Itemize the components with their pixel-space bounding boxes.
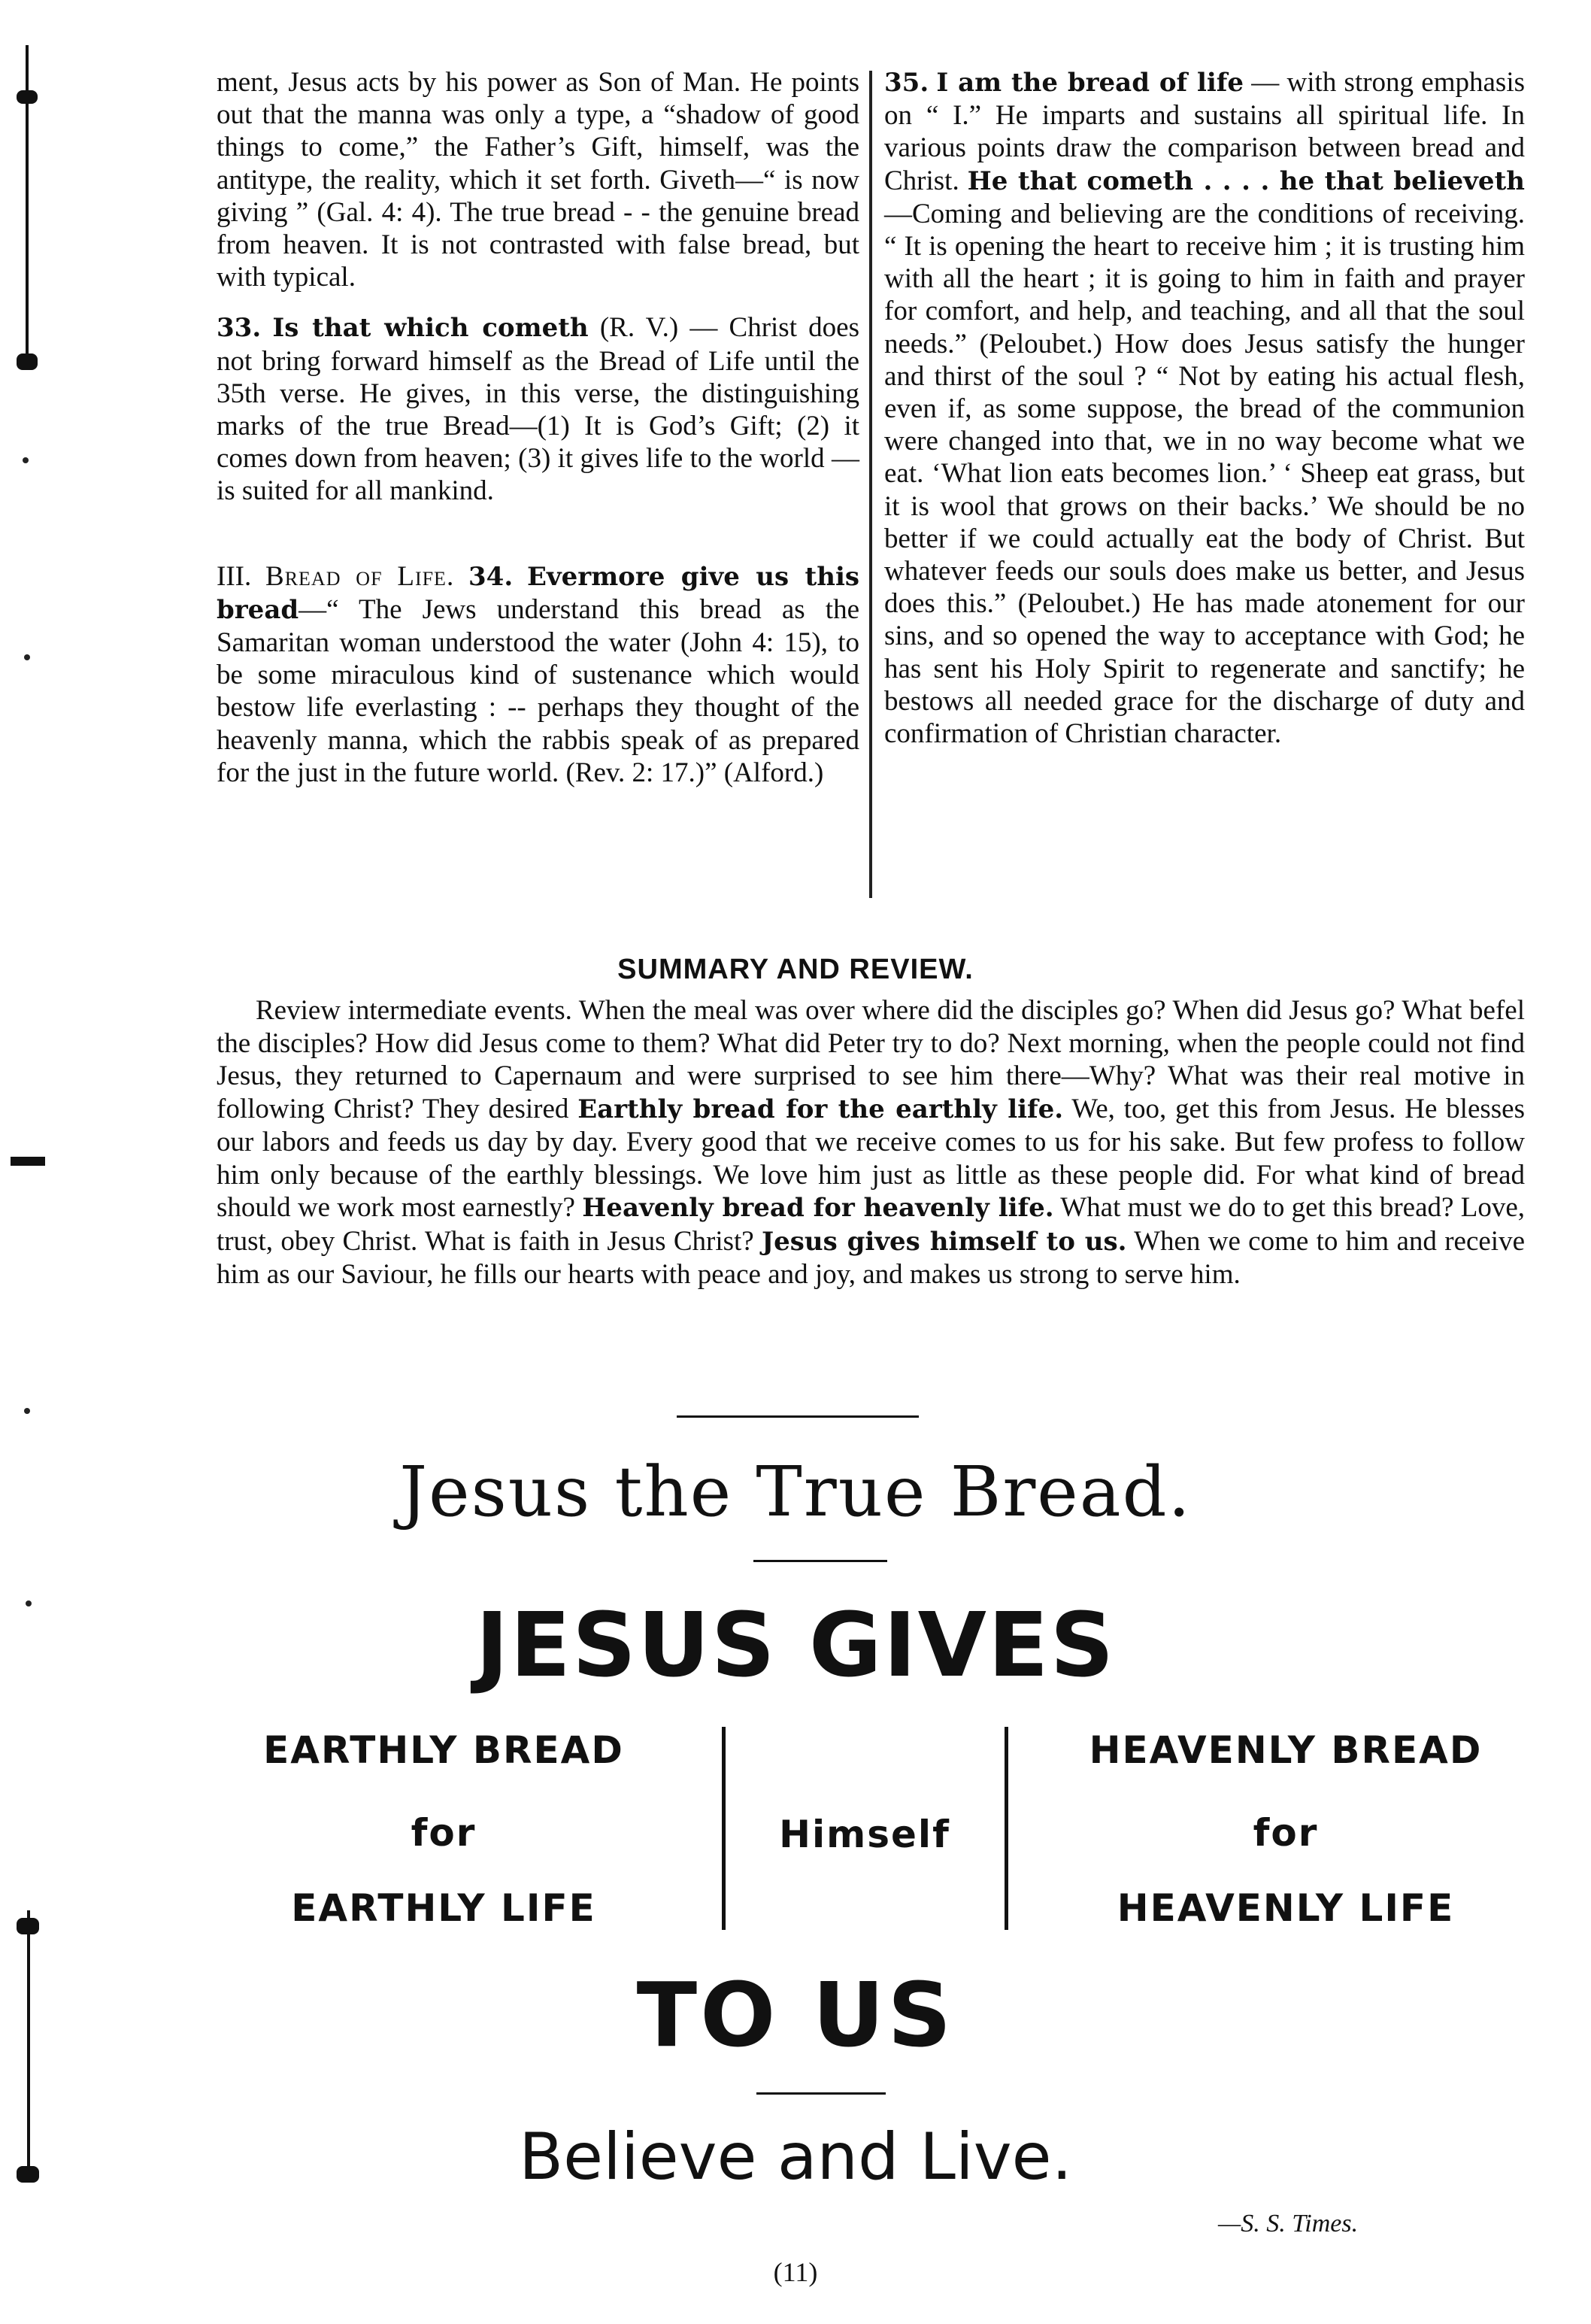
verse-heading-secondary: He that cometh . . . . he that believeth	[967, 165, 1525, 196]
binding-ornament-top-knob2	[17, 353, 38, 370]
summary-body: Review intermediate events. When the meal was over where did the disciples go? When did Jesus go? What befel the disciples? How did Jesus come to them? What did Peter try to do? Next morning, when the people could not find Jesus, they returned to Capernaum and were surprised to see him there—Why? What was their real motive in following Christ? They desired	[217, 995, 1525, 1124]
commentary-columns	[217, 66, 1525, 901]
binding-ornament-top-knob	[17, 90, 38, 104]
verse-heading: I am the bread of life	[936, 68, 1244, 98]
banner-right-column	[1038, 1728, 1534, 1930]
column-divider	[869, 71, 872, 898]
summary-emphasis: Jesus gives himself to us.	[762, 1226, 1127, 1257]
banner-left-column	[203, 1728, 684, 1930]
margin-dot	[24, 1408, 30, 1414]
verse-body: — with strong emphasis on “ I.” He imparts and sustains all spiritual life. In various points draw the comparison between bread and Christ.	[884, 67, 1526, 196]
verse-number: 33.	[217, 313, 262, 344]
verse-number: 34.	[468, 561, 514, 592]
commentary-paragraph-34	[217, 560, 859, 789]
verse-body-continued: —Coming and believing are the conditions of receiving. “ It is opening the heart to receive him ; it is trusting him with all the heart ; it is going to him in faith and prayer for comfort, and help, and teaching, and all that the soul needs.” (Peloubet.) How does Jesus satisfy the hunger and thirst of the soul ? “ Not by eating his actual flesh, even if, as some suppose, the bread of the communion were changed into that, we in no way become what we eat. ‘What lion eats becomes lion.’ ‘ Sheep eat grass, but it is wool that grows on their backs.’ We should be no better if we could actually eat the body of Christ. But whatever feeds our souls does make us better, and Jesus does this.” (Peloubet.) He has made atonement for our sins, and so opened the way to acceptance with God; he has sent his Holy Spirit to regenerate and sanctify; he bestows all needed grace for the discharge of duty and confirmation of Christian character.	[884, 198, 1525, 750]
banner-divider-left	[722, 1727, 726, 1930]
commentary-left-column	[217, 66, 859, 789]
summary-emphasis: Heavenly bread for heavenly life.	[582, 1193, 1054, 1223]
summary-body: When we come to him and receive him as our Saviour, he fills our hearts with peace and joy, and makes us strong to serve him.	[217, 1225, 1525, 1290]
summary-emphasis: Earthly bread for the earthly life.	[577, 1094, 1064, 1124]
banner-left-line2: for	[411, 1811, 477, 1855]
binding-mark-mid	[11, 1157, 45, 1166]
summary-title: SUMMARY AND REVIEW.	[617, 954, 974, 985]
banner-right-line2: for	[1253, 1811, 1319, 1855]
verse-heading: Is that which cometh	[272, 313, 589, 344]
summary-body: What must we do to get this bread? Love, trust, obey Christ. What is faith in Jesus Christ?	[217, 1192, 1526, 1257]
summary-body: We, too, get this from Jesus. He blesses our labors and feeds us day by day. Every good that we receive comes to us for his sake. But few profess to follow him only because of the earthly blessings. We love him just as little as these people did. For what kind of bread should we work most earnestly?	[217, 1093, 1525, 1223]
divider-rule	[677, 1415, 919, 1418]
section-number: III.	[217, 560, 252, 592]
source-credit: —S. S. Times.	[1218, 2210, 1359, 2238]
banner-right-line1: HEAVENLY BREAD	[1089, 1728, 1483, 1772]
section-title: Bread of Life.	[265, 560, 455, 592]
blackletter-title: Jesus the True Bread.	[399, 1452, 1192, 1532]
banner-center: Himself	[779, 1813, 950, 1856]
banner-tagline: Believe and Live.	[519, 2119, 1072, 2195]
banner-divider-right	[1005, 1727, 1008, 1930]
commentary-paragraph-35	[884, 66, 1525, 750]
summary-text	[217, 994, 1525, 1291]
divider-rule	[753, 1560, 887, 1562]
binding-ornament-bottom-knob	[17, 1918, 39, 1934]
margin-dot	[23, 457, 29, 463]
verse-body: —“ The Jews understand this bread as the Samaritan woman understood the water (John 4: 15), to be some miraculous kind of sustenance which would bestow life everlasting : -- perhaps they thought of the heavenly manna, which the rabbis speak of as prepared for the just in the future world. (Rev. 2: 17.)” (Alford.)	[217, 593, 859, 788]
margin-dot	[24, 654, 30, 660]
banner-left-line3: EARTHLY LIFE	[291, 1886, 596, 1930]
page-number: (11)	[773, 2257, 818, 2287]
verse-number: 35.	[884, 68, 929, 98]
commentary-paragraph: ment, Jesus acts by his power as Son of Man. He points out that the manna was only a type, a “shadow of good things to come,” the Father’s Gift, himself, was the antitype, the reality, which it set forth. Giveth—“ is now giving ” (Gal. 4: 4). The true bread - - the genuine bread from heaven. It is not contrasted with false bread, but with typical.	[217, 67, 859, 293]
verse-heading: Evermore give us this bread	[217, 561, 860, 625]
commentary-right-column	[884, 66, 1525, 750]
divider-rule	[756, 2092, 886, 2095]
commentary-paragraph-33	[217, 311, 859, 507]
banner-to-us: TO US	[636, 1963, 955, 2067]
banner-right-line3: HEAVENLY LIFE	[1117, 1886, 1455, 1930]
verse-body: (R. V.) — Christ does not bring forward himself as the Bread of Life until the 35th verse. He gives, in this verse, the distinguishing marks of the true Bread—(1) It is God’s Gift; (2) it comes down from heaven; (3) it gives life to the world —is suited for all mankind.	[217, 312, 860, 507]
banner-left-line1: EARTHLY BREAD	[263, 1728, 624, 1772]
banner-headline: JESUS GIVES	[475, 1593, 1116, 1697]
